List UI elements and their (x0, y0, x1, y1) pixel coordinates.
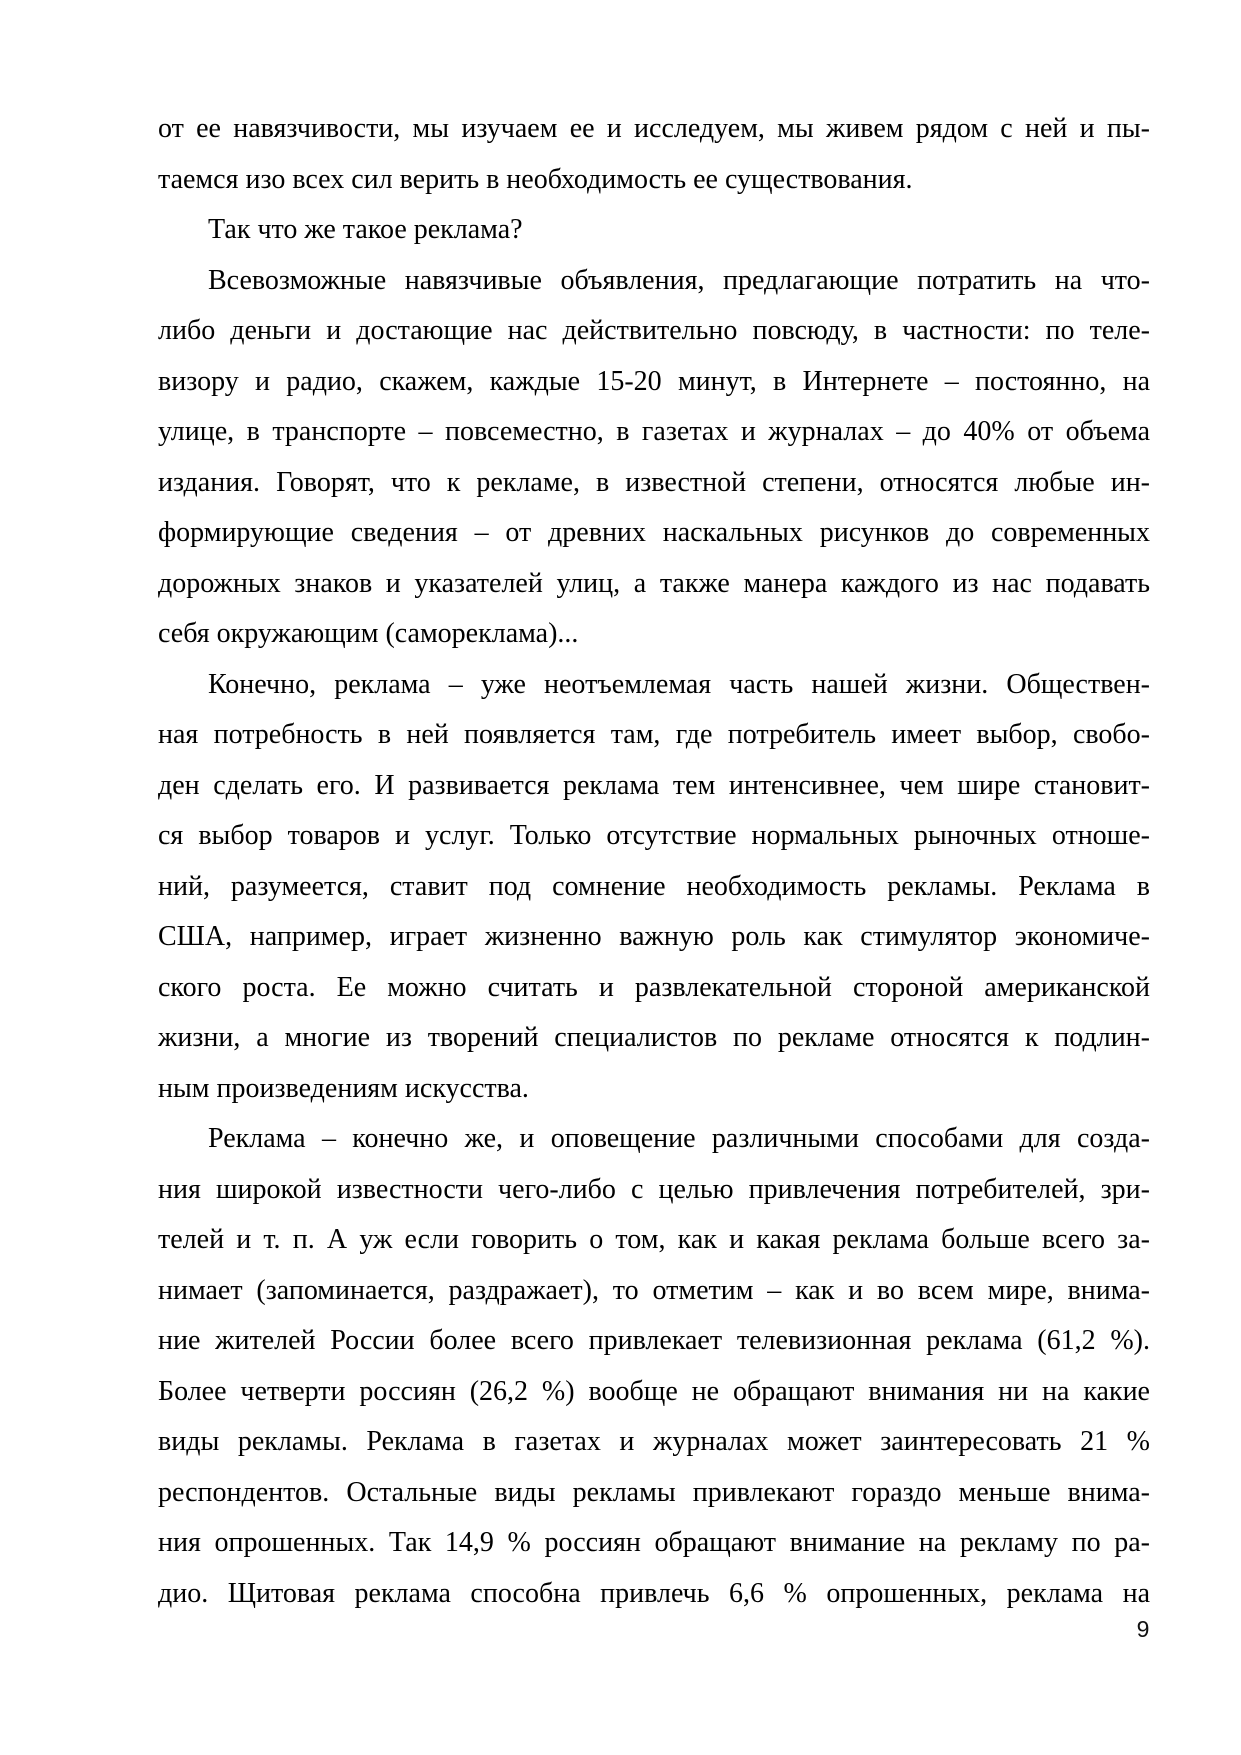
text-line: нимает (запоминается, раздражает), то отметим – как и во всем мире, внима- (158, 1274, 1150, 1306)
text-line: визору и радио, скажем, каждые 15-20 минут, в Интернете – постоянно, на (158, 365, 1150, 397)
text-line: жизни, а многие из творений специалистов по рекламе относятся к подлин- (158, 1022, 1150, 1053)
text-line: Всевозможные навязчивые объявления, предлагающие потратить на что- (208, 264, 1150, 296)
text-line: от ее навязчивости, мы изучаем ее и исследуем, мы живем рядом с ней и пы- (158, 113, 1150, 144)
text-line: виды рекламы. Реклама в газетах и журналах может заинтересовать 21 % (158, 1426, 1150, 1457)
paragraph (158, 256, 1150, 660)
text-line: дорожных знаков и указателей улиц, а также манера каждого из нас подавать (158, 567, 1150, 599)
text-line: себя окружающим (самореклама)... (158, 618, 579, 649)
text-line: ния широкой известности чего-либо с целью привлечения потребителей, зри- (158, 1173, 1150, 1205)
paragraph (158, 660, 1150, 1115)
page-number: 9 (1136, 1616, 1150, 1642)
text-line: таемся изо всех сил верить в необходимость ее существования. (158, 163, 913, 195)
text-line: Более четверти россиян (26,2 %) вообще не обращают внимания ни на какие (158, 1375, 1150, 1407)
text-line: ний, разумеется, ставит под сомнение необходимость рекламы. Реклама в (158, 870, 1150, 902)
paragraph (158, 1114, 1150, 1619)
text-line: формирующие сведения – от древних наскальных рисунков до современных (158, 517, 1150, 548)
text-line: Так что же такое реклама? (208, 214, 523, 245)
text-line: телей и т. п. А уж если говорить о том, как и какая реклама больше всего за- (158, 1224, 1150, 1255)
text-line: ние жителей России более всего привлекает телевизионная реклама (61,2 %). (158, 1325, 1150, 1356)
text-line: улице, в транспорте – повсеместно, в газетах и журналах – до 40% от объема (158, 416, 1150, 447)
text-line: США, например, играет жизненно важную роль как стимулятор экономиче- (158, 921, 1150, 952)
text-line: Конечно, реклама – уже неотъемлемая часть нашей жизни. Обществен- (208, 668, 1150, 700)
paragraph (158, 104, 1150, 205)
text-line: издания. Говорят, что к рекламе, в известной степени, относятся любые ин- (158, 466, 1150, 498)
text-line: ным произведениям искусства. (158, 1072, 529, 1104)
text-line: ния опрошенных. Так 14,9 % россиян обращают внимание на рекламу по ра- (158, 1527, 1150, 1558)
text-line: ная потребность в ней появляется там, где потребитель имеет выбор, свобо- (158, 719, 1150, 750)
text-line: ден сделать его. И развивается реклама тем интенсивнее, чем шире становит- (158, 769, 1150, 801)
text-line: дио. Щитовая реклама способна привлечь 6,6 % опрошенных, реклама на (158, 1577, 1150, 1609)
text-line: либо деньги и достающие нас действительно повсюду, в частности: по теле- (158, 315, 1150, 346)
text-line: ского роста. Ее можно считать и развлекательной стороной американской (158, 971, 1150, 1003)
text-line: ся выбор товаров и услуг. Только отсутствие нормальных рыночных отноше- (158, 820, 1150, 851)
text-line: Реклама – конечно же, и оповещение различными способами для созда- (208, 1123, 1150, 1154)
text-line: респондентов. Остальные виды рекламы привлекают гораздо меньше внима- (158, 1476, 1150, 1508)
paragraph (158, 205, 1150, 256)
text-block (158, 104, 1150, 1619)
